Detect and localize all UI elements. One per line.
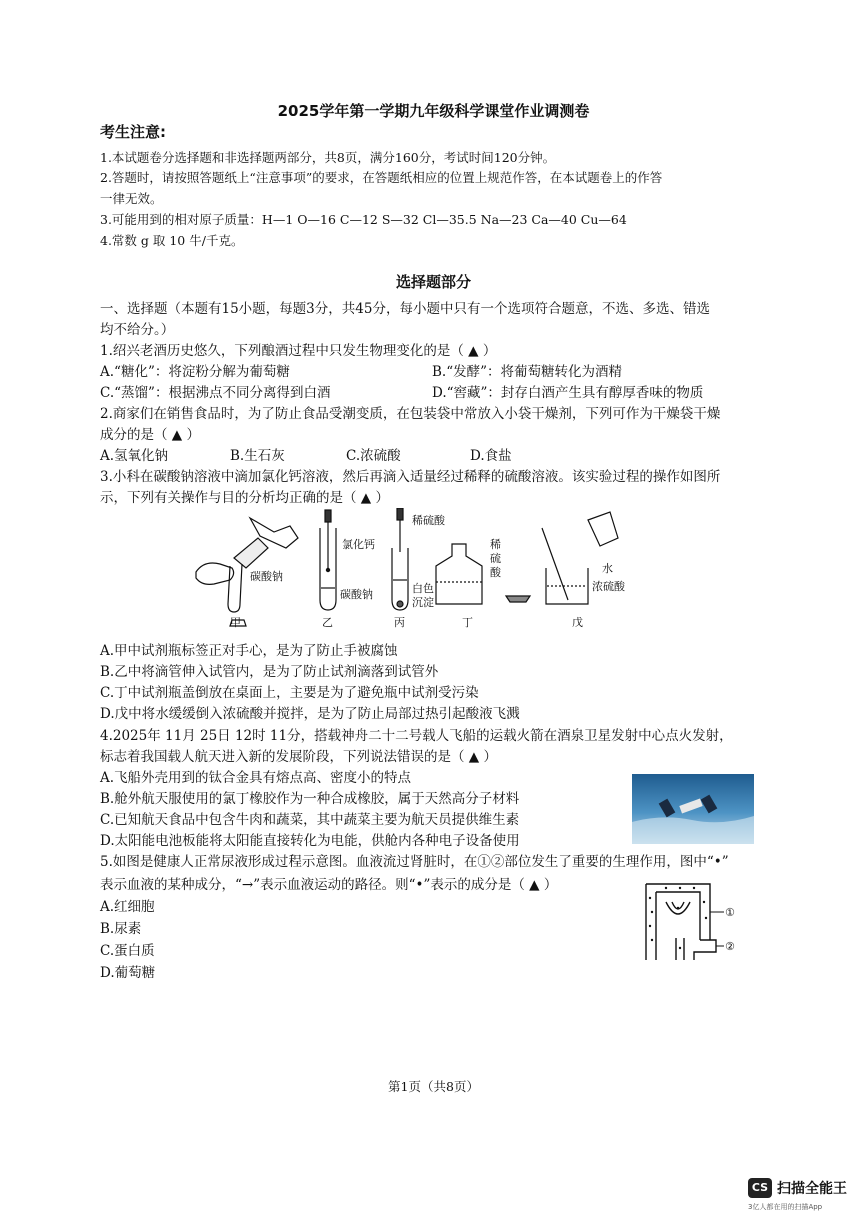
figure-yi-bottom: 碳酸钠 xyxy=(340,588,373,601)
q3-option-c: C.丁中试剂瓶盖倒放在桌面上，主要是为了避免瓶中试剂受污染 xyxy=(100,685,479,701)
figure-jia-reagent: 碳酸钠 xyxy=(250,570,283,583)
figure-caption-jia: 甲 xyxy=(230,616,241,629)
q4-option-b: B.舱外航天服使用的氯丁橡胶作为一种合成橡胶，属于天然高分子材料 xyxy=(100,791,520,807)
notice-line-1: 1.本试题卷分选择题和非选择题两部分，共8页，满分160分，考试时间120分钟。 xyxy=(100,150,556,165)
notice-line-3: 一律无效。 xyxy=(100,191,163,206)
q2-option-d: D.食盐 xyxy=(470,448,512,464)
q4-stem-1: 4.2025年 11月 25日 12时 11分，搭载神舟二十二号载人飞船的运载火箭在酒泉卫星发射中心点火发射， xyxy=(100,728,733,744)
q5-stem-1: 5.如图是健康人正常尿液形成过程示意图。血液流过肾脏时，在①②部位发生了重要的生理作用，图中“•” xyxy=(100,854,729,870)
figure-wu-acid: 浓硫酸 xyxy=(592,580,625,593)
figure-caption-wu: 戊 xyxy=(572,616,583,629)
q5-nephron-diagram xyxy=(636,878,748,964)
q3-option-a: A.甲中试剂瓶标签正对手心，是为了防止手被腐蚀 xyxy=(100,643,398,659)
q5-option-a: A.红细胞 xyxy=(100,899,155,915)
q2-stem-1: 2.商家们在销售食品时，为了防止食品受潮变质，在包装袋中常放入小袋干燥剂，下列可作为干燥袋干燥 xyxy=(100,406,721,422)
watermark-app-name: 扫描全能王 xyxy=(777,1181,847,1197)
page-footer: 第1页（共8页） xyxy=(388,1079,479,1094)
figure-caption-yi: 乙 xyxy=(322,616,333,629)
figure-ding-reagent-3: 酸 xyxy=(490,566,501,579)
q5-option-c: C.蛋白质 xyxy=(100,943,155,959)
figure-yi-dropper xyxy=(320,510,336,610)
q5-option-b: B.尿素 xyxy=(100,921,142,937)
q4-option-a: A.飞船外壳用到的钛合金具有熔点高、密度小的特点 xyxy=(100,770,412,786)
figure-bing-precip-2: 沉淀 xyxy=(412,596,434,609)
notice-line-2: 2.答题时，请按照答题纸上“注意事项”的要求，在答题纸相应的位置上规范作答，在本试题卷上的作答 xyxy=(100,170,663,185)
q2-stem-2: 成分的是（ ▲ ） xyxy=(100,427,200,443)
q2-option-a: A.氢氧化钠 xyxy=(100,448,169,464)
q3-stem-2: 示，下列有关操作与目的分析均正确的是（ ▲ ） xyxy=(100,490,389,506)
figure-bing-precip-1: 白色 xyxy=(412,582,434,595)
q1-option-c: C.“蒸馏”：根据沸点不同分离得到白酒 xyxy=(100,385,331,401)
q1-option-d: D.“窖藏”：封存白酒产生具有醇厚香味的物质 xyxy=(432,385,704,401)
scanner-watermark xyxy=(748,1175,852,1217)
q3-option-d: D.戊中将水缓缓倒入浓硫酸并搅拌，是为了防止局部过热引起酸液飞溅 xyxy=(100,706,520,722)
figure-yi-reagent: 氯化钙 xyxy=(342,538,375,551)
q5-stem-2: 表示血液的某种成分，“→”表示血液运动的路径。则“•”表示的成分是（ ▲ ） xyxy=(100,877,558,893)
camscanner-logo: CS xyxy=(748,1178,772,1198)
q1-option-b: B.“发酵”：将葡萄糖转化为酒精 xyxy=(432,364,623,380)
q4-option-c: C.已知航天食品中包含牛肉和蔬菜，其中蔬菜主要为航天员提供维生素 xyxy=(100,812,520,828)
q3-option-b: B.乙中将滴管伸入试管内，是为了防止试剂滴落到试管外 xyxy=(100,664,439,680)
figure-caption-ding: 丁 xyxy=(462,616,473,629)
q4-spacecraft-photo xyxy=(632,774,754,844)
instructions-line-2: 均不给分。） xyxy=(100,322,175,338)
q4-stem-2: 标志着我国载人航天进入新的发展阶段，下列说法错误的是（ ▲ ） xyxy=(100,749,497,765)
notice-line-4: 3.可能用到的相对原子质量：H—1 O—16 C—12 S—32 Cl—35.5 Na—23 Ca—40 Cu—64 xyxy=(100,212,627,227)
figure-ding-reagent-1: 稀 xyxy=(490,538,501,551)
figure-bing-tube xyxy=(392,508,408,610)
q1-stem: 1.绍兴老酒历史悠久，下列酿酒过程中只发生物理变化的是（ ▲ ） xyxy=(100,343,497,359)
q3-stem-1: 3.小科在碳酸钠溶液中滴加氯化钙溶液，然后再滴入适量经过稀释的硫酸溶液。该实验过程的操作如图所 xyxy=(100,469,721,485)
figure-ding-bottle xyxy=(436,544,530,604)
q2-option-b: B.生石灰 xyxy=(230,448,285,464)
instructions-line-1: 一、选择题（本题有15小题，每题3分，共45分，每小题中只有一个选项符合题意，不选、多选、错选 xyxy=(100,301,710,317)
figure-caption-bing: 丙 xyxy=(394,616,405,629)
q4-option-d: D.太阳能电池板能将太阳能直接转化为电能，供舱内各种电子设备使用 xyxy=(100,833,520,849)
notice-line-5: 4.常数 g 取 10 牛/千克。 xyxy=(100,233,244,248)
q1-option-a: A.“糖化”：将淀粉分解为葡萄糖 xyxy=(100,364,290,380)
section-title: 选择题部分 xyxy=(395,273,471,291)
q5-label-1: ① xyxy=(725,906,735,919)
figure-bing-reagent: 稀硫酸 xyxy=(412,514,445,527)
exam-title: 2025学年第一学期九年级科学课堂作业调测卷 xyxy=(277,102,590,120)
q5-label-2: ② xyxy=(725,940,735,953)
q3-experiment-figure xyxy=(190,508,650,632)
q5-option-d: D.葡萄糖 xyxy=(100,965,156,981)
figure-ding-reagent-2: 硫 xyxy=(490,552,501,565)
watermark-tagline: 3亿人都在用的扫描App xyxy=(748,1203,823,1211)
figure-wu-water: 水 xyxy=(602,562,613,575)
q2-option-c: C.浓硫酸 xyxy=(346,448,401,464)
notice-heading: 考生注意: xyxy=(100,123,166,141)
